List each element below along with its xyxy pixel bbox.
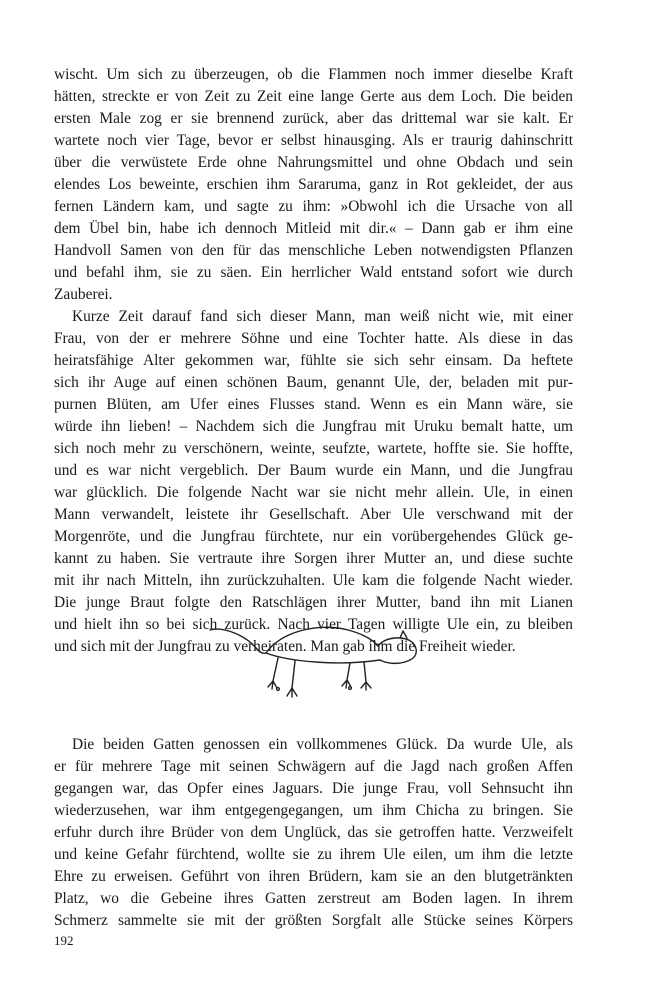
text-line: Die beiden Gatten genossen ein vollkommenes Glück. Da wurde Ule, als	[72, 736, 573, 753]
text-line: sich noch mehr zu verschönern, weinte, seufzte, wartete, hoffte sie. Sie hoffte,	[54, 440, 573, 457]
text-line: sich ihr Auge auf einen schönen Baum, genannt Ule, der, beladen mit pur-	[54, 374, 573, 391]
text-line: Mann verwandelt, leistete ihr Gesellschaft. Aber Ule verschwand mit der	[54, 506, 573, 523]
text-line: mit ihr nach Mitteln, ihn zurückzuhalten. Ule kam die folgende Nacht wieder.	[54, 572, 573, 589]
text-line: und keine Gefahr fürchtend, wollte sie zu ihrem Ule eilen, um ihm die letzte	[54, 846, 573, 863]
text-line: dem Übel bin, habe ich dennoch Mitleid mit dir.« – Dann gab er ihm eine	[54, 220, 573, 237]
text-line: und befahl ihm, sie zu säen. Ein herrlicher Wald entstand sofort wie durch	[54, 264, 573, 281]
text-line: und es war nicht vergeblich. Der Baum wurde ein Mann, und die Jungfrau	[54, 462, 573, 479]
text-line: kannt zu haben. Sie vertraute ihre Sorgen ihrer Mutter an, und diese suchte	[54, 550, 573, 567]
text-line: über die verwüstete Erde ohne Nahrungsmittel und ohne Obdach und sein	[54, 154, 573, 171]
text-line: Platz, wo die Gebeine ihres Gatten zerstreut am Boden lagen. In ihrem	[54, 890, 573, 907]
text-line: erfuhr durch ihre Brüder von dem Unglück, das sie getroffen hatte. Verzweifelt	[54, 824, 573, 841]
text-line: Morgenröte, und die Jungfrau fürchtete, nur ein vorübergehendes Glück ge-	[54, 528, 573, 545]
text-line: und sich mit der Jungfrau zu verheiraten. Man gab ihm die Freiheit wieder.	[54, 638, 516, 655]
text-line: Ehre zu erweisen. Geführt von ihren Brüdern, kam sie an den blutgetränkten	[54, 868, 573, 885]
text-line: und hielt ihn so bei sich zurück. Nach vier Tagen willigte Ule ein, zu bleiben	[54, 616, 573, 633]
text-line: wischt. Um sich zu überzeugen, ob die Flammen noch immer dieselbe Kraft	[54, 66, 573, 83]
text-line: Zauberei.	[54, 286, 113, 303]
text-line: Kurze Zeit darauf fand sich dieser Mann, man weiß nicht wie, mit einer	[72, 308, 573, 325]
text-line: elendes Los beweinte, erschien ihm Sararuma, ganz in Rot gekleidet, der aus	[54, 176, 573, 193]
text-line: Frau, von der er mehrere Söhne und eine Tochter hatte. Als diese in das	[54, 330, 573, 347]
text-line: würde ihn lieben! – Nachdem sich die Jungfrau mit Uruku bemalt hatte, um	[54, 418, 573, 435]
page-number: 192	[54, 933, 74, 948]
text-line: Schmerz sammelte sie mit der größten Sorgfalt alle Stücke seines Körpers	[54, 912, 573, 929]
text-line: Die junge Braut folgte den Ratschlägen ihrer Mutter, band ihn mit Lianen	[54, 594, 573, 611]
text-line: Handvoll Samen von den für das menschliche Leben notwendigsten Pflanzen	[54, 242, 573, 259]
text-line: wartete noch vier Tage, bevor er selbst hinausging. Als er traurig dahinschritt	[54, 132, 573, 149]
text-line: purnen Blüten, am Ufer eines Flusses stand. Wenn es ein Mann wäre, sie	[54, 396, 573, 413]
text-line: hätten, streckte er von Zeit zu Zeit eine lange Gerte aus dem Loch. Die beiden	[54, 88, 573, 105]
text-line: fernen Ländern kam, und sagte zu ihm: »Obwohl ich die Ursache von all	[54, 198, 573, 215]
text-line: er für mehrere Tage mit seinen Schwägern auf die Jagd nach großen Affen	[54, 758, 573, 775]
text-line: heiratsfähige Alter gekommen war, fühlte sie sich sehr einsam. Da heftete	[54, 352, 573, 369]
text-line: gegangen war, das Opfer eines Jaguars. Die junge Frau, voll Sehnsucht ihn	[54, 780, 573, 797]
jaguar-sketch-illustration	[200, 618, 430, 713]
text-line: war glücklich. Die folgende Nacht war sie nicht mehr allein. Ule, in einen	[54, 484, 573, 501]
text-line: wiederzusehen, war ihm entgegengegangen, um ihm Chicha zu bringen. Sie	[54, 802, 573, 819]
text-line: ersten Male zog er sie brennend zurück, aber das drittemal war sie kalt. Er	[54, 110, 573, 127]
